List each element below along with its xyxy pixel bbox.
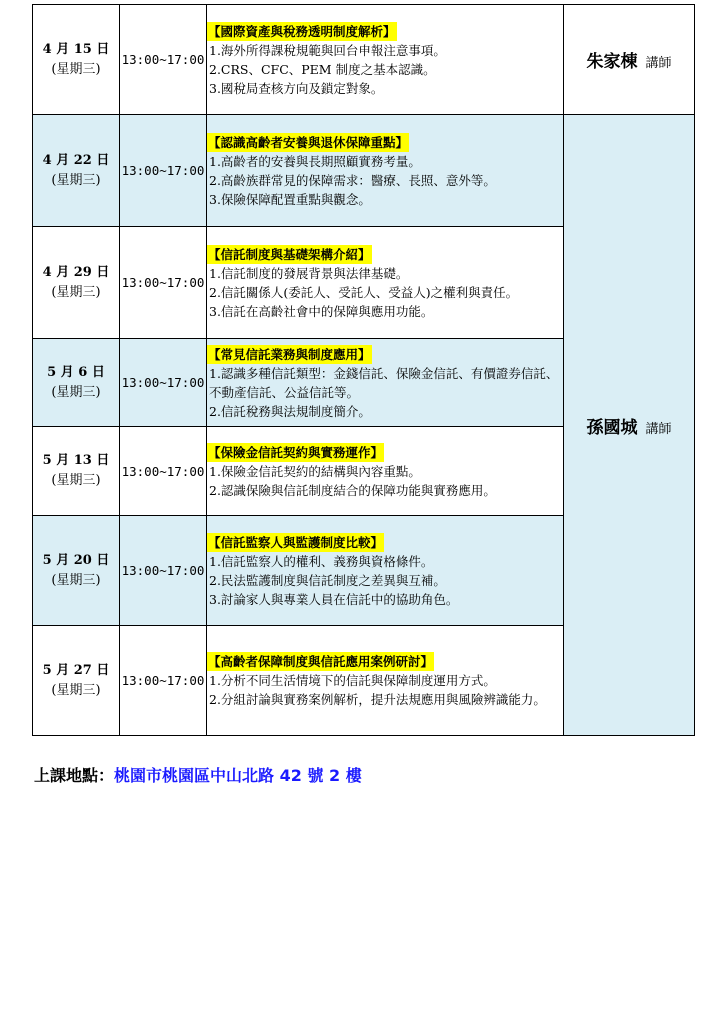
session-time: 13:00~17:00: [120, 427, 207, 516]
session-item: 3.討論家人與專業人員在信託中的協助角色。: [209, 591, 459, 607]
session-content: [207, 339, 564, 427]
session-item: 2.信託稅務與法規制度簡介。: [209, 403, 371, 419]
session-item: 1.認識多種信託類型：金錢信託、保險金信託、有價證券信託、不動產信託、公益信託等。: [209, 365, 559, 400]
session-time: 13:00~17:00: [120, 626, 207, 736]
session-date: 5 月 6 日: [47, 364, 105, 380]
session-date: 5 月 27 日: [42, 662, 110, 678]
session-topic: 【認識高齡者安養與退休保障重點】: [208, 134, 409, 150]
session-item: 1.保險金信託契約的結構與內容重點。: [209, 463, 421, 479]
session-time: 13:00~17:00: [120, 516, 207, 626]
session-date-cell: [33, 227, 120, 339]
session-weekday: (星期三): [51, 572, 101, 588]
session-weekday: (星期三): [51, 172, 101, 188]
session-time: 13:00~17:00: [120, 339, 207, 427]
session-topic: 【信託制度與基礎架構介紹】: [208, 246, 371, 262]
session-date: 5 月 13 日: [42, 453, 110, 468]
session-item: 2.信託關係人(委託人、受託人、受益人)之權利與責任。: [209, 284, 519, 300]
teacher-cell: [564, 115, 695, 736]
session-topic: 【國際資產與稅務透明制度解析】: [208, 23, 396, 39]
session-date: 5 月 20 日: [42, 552, 110, 568]
teacher-name: 朱家棟: [586, 52, 638, 72]
session-date: 4 月 29 日: [42, 264, 110, 280]
session-item: 1.信託制度的發展背景與法律基礎。: [209, 265, 409, 281]
session-date-cell: [33, 626, 120, 736]
session-date: 4 月 22 日: [42, 152, 110, 168]
session-item: 1.高齡者的安養與長期照顧實務考量。: [209, 153, 421, 169]
session-weekday: (星期三): [51, 284, 101, 300]
session-date-cell: [33, 427, 120, 516]
session-weekday: (星期三): [51, 473, 101, 488]
session-topic: 【信託監察人與監護制度比較】: [208, 534, 384, 550]
session-time: 13:00~17:00: [120, 115, 207, 227]
session-date-cell: [33, 516, 120, 626]
session-time: 13:00~17:00: [120, 5, 207, 115]
session-item: 2.高齡族群常見的保障需求：醫療、長照、意外等。: [209, 172, 496, 188]
session-topic: 【常見信託業務與制度應用】: [208, 346, 371, 362]
session-content: [207, 626, 564, 736]
session-item: 3.國稅局查核方向及鎖定對象。: [209, 80, 384, 96]
session-item: 3.保險保障配置重點與觀念。: [209, 191, 371, 207]
session-content: [207, 427, 564, 516]
session-weekday: (星期三): [51, 682, 101, 698]
teacher-name: 孫國城: [586, 417, 638, 438]
session-item: 2.民法監護制度與信託制度之差異與互補。: [209, 572, 446, 588]
session-row: [33, 5, 695, 115]
session-topic: 【保險金信託契約與實務運作】: [208, 444, 384, 460]
schedule-table: [32, 4, 695, 736]
location-address: 桃園市桃園區中山北路 42 號 2 樓: [114, 766, 362, 785]
session-item: 1.海外所得課稅規範與回台申報注意事項。: [209, 42, 446, 58]
session-weekday: (星期三): [51, 384, 101, 400]
session-item: 2.分組討論與實務案例解析，提升法規應用與風險辨識能力。: [209, 692, 546, 707]
session-item: 2.認識保險與信託制度結合的保障功能與實務應用。: [209, 482, 496, 498]
session-weekday: (星期三): [51, 61, 101, 77]
session-item: 1.信託監察人的權利、義務與資格條件。: [209, 553, 434, 569]
session-item: 3.信託在高齡社會中的保障與應用功能。: [209, 303, 434, 319]
session-topic: 【高齡者保障制度與信託應用案例研討】: [208, 654, 434, 669]
session-item: 2.CRS、CFC、PEM 制度之基本認識。: [209, 61, 436, 77]
location-label: 上課地點：: [34, 766, 115, 785]
session-content: [207, 115, 564, 227]
teacher-title: 講師: [645, 56, 672, 71]
session-time: 13:00~17:00: [120, 227, 207, 339]
session-content: [207, 516, 564, 626]
session-content: [207, 227, 564, 339]
class-location: [34, 763, 362, 786]
session-item: 1.分析不同生活情境下的信託與保障制度運用方式。: [209, 673, 496, 688]
session-date-cell: [33, 115, 120, 227]
session-date-cell: [33, 5, 120, 115]
session-content: [207, 5, 564, 115]
session-date-cell: [33, 339, 120, 427]
session-date: 4 月 15 日: [42, 41, 110, 57]
teacher-title: 講師: [645, 421, 672, 437]
session-row: [33, 115, 695, 227]
teacher-cell: [564, 5, 695, 115]
